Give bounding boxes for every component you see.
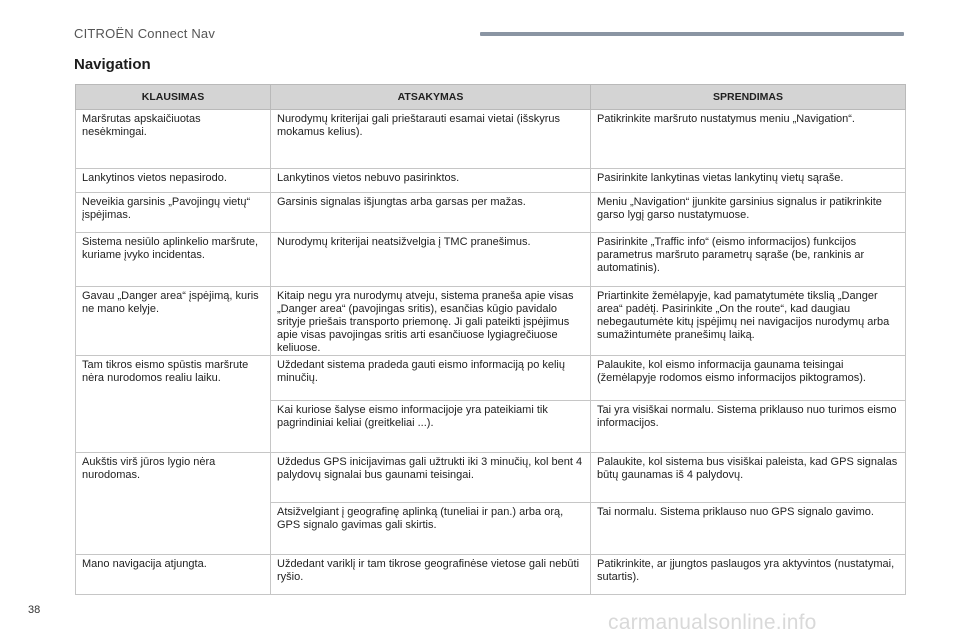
- table-header-row: [76, 85, 906, 110]
- question-cell: Gavau „Danger area“ įspėjimą, kuris ne mano kelyje.: [76, 287, 271, 356]
- table-row: [76, 110, 906, 169]
- table-row: [76, 169, 906, 193]
- column-header-question: KLAUSIMAS: [76, 85, 271, 110]
- question-cell: [76, 401, 271, 453]
- page-number: 38: [28, 604, 41, 616]
- answer-cell: Atsižvelgiant į geografinę aplinką (tuneliai ir pan.) arba orą, GPS signalo gavimas gali skirtis.: [271, 503, 591, 555]
- answer-cell: Lankytinos vietos nebuvo pasirinktos.: [271, 169, 591, 193]
- question-cell: Neveikia garsinis „Pavojingų vietų“ įspėjimas.: [76, 193, 271, 233]
- solution-cell: Meniu „Navigation“ įjunkite garsinius signalus ir patikrinkite garso lygį garso nustatymuose.: [591, 193, 906, 233]
- answer-cell: Kitaip negu yra nurodymų atveju, sistema praneša apie visas „Danger area“ (pavojingas sritis), esančias kūgio pavidalo srityje priešais transporto priemonę. Ji gali pateikti įspėjimus apie visas pavojingas sritis arti esančiuose lygiagrečiuose keliuose.: [271, 287, 591, 356]
- solution-cell: Priartinkite žemėlapyje, kad pamatytumėte tikslią „Danger area“ padėtį. Pasirinkite „On the route“, kad daugiau nebegautumėte kitų įspėjimų nei navigacijos nurodymų arba sumažintumėte pranešimų laiką.: [591, 287, 906, 356]
- section-title: Navigation: [74, 56, 151, 73]
- answer-cell: Garsinis signalas išjungtas arba garsas per mažas.: [271, 193, 591, 233]
- table-row: [76, 503, 906, 555]
- watermark-text: carmanualsonline.info: [608, 611, 817, 634]
- question-cell: Mano navigacija atjungta.: [76, 555, 271, 595]
- table-row: [76, 356, 906, 401]
- column-header-solution: SPRENDIMAS: [591, 85, 906, 110]
- solution-cell: Palaukite, kol eismo informacija gaunama teisingai (žemėlapyje rodomos eismo informacijos piktogramos).: [591, 356, 906, 401]
- table-row: [76, 401, 906, 453]
- header-title: CITROËN Connect Nav: [74, 26, 216, 41]
- table-row: [76, 555, 906, 595]
- column-header-answer: ATSAKYMAS: [271, 85, 591, 110]
- answer-cell: Uždedus GPS inicijavimas gali užtrukti iki 3 minučių, kol bent 4 palydovų signalai bus gaunami teisingai.: [271, 453, 591, 503]
- solution-cell: Tai yra visiškai normalu. Sistema priklauso nuo turimos eismo informacijos.: [591, 401, 906, 453]
- solution-cell: Tai normalu. Sistema priklauso nuo GPS signalo gavimo.: [591, 503, 906, 555]
- troubleshooting-table: [75, 84, 906, 595]
- answer-cell: Uždedant variklį ir tam tikrose geografinėse vietose gali nebūti ryšio.: [271, 555, 591, 595]
- header-divider: [480, 32, 904, 36]
- answer-cell: Nurodymų kriterijai gali prieštarauti esamai vietai (išskyrus mokamus kelius).: [271, 110, 591, 169]
- question-cell: Aukštis virš jūros lygio nėra nurodomas.: [76, 453, 271, 503]
- table-row: [76, 453, 906, 503]
- question-cell: Maršrutas apskaičiuotas nesėkmingai.: [76, 110, 271, 169]
- solution-cell: Palaukite, kol sistema bus visiškai paleista, kad GPS signalas būtų gaunamas iš 4 palydovų.: [591, 453, 906, 503]
- question-cell: Tam tikros eismo spūstis maršrute nėra nurodomos realiu laiku.: [76, 356, 271, 401]
- question-cell: Lankytinos vietos nepasirodo.: [76, 169, 271, 193]
- question-cell: [76, 503, 271, 555]
- table-row: [76, 233, 906, 287]
- answer-cell: Uždedant sistema pradeda gauti eismo informaciją po kelių minučių.: [271, 356, 591, 401]
- solution-cell: Patikrinkite maršruto nustatymus meniu „Navigation“.: [591, 110, 906, 169]
- solution-cell: Pasirinkite „Traffic info“ (eismo informacijos) funkcijos parametrus maršruto parametrų sąraše (be, rankinis ar automatinis).: [591, 233, 906, 287]
- solution-cell: Patikrinkite, ar įjungtos paslaugos yra aktyvintos (nustatymai, sutartis).: [591, 555, 906, 595]
- question-cell: Sistema nesiūlo aplinkelio maršrute, kuriame įvyko incidentas.: [76, 233, 271, 287]
- answer-cell: Nurodymų kriterijai neatsižvelgia į TMC pranešimus.: [271, 233, 591, 287]
- answer-cell: Kai kuriose šalyse eismo informacijoje yra pateikiami tik pagrindiniai keliai (greitkeliai ...).: [271, 401, 591, 453]
- table-row: [76, 193, 906, 233]
- solution-cell: Pasirinkite lankytinas vietas lankytinų vietų sąraše.: [591, 169, 906, 193]
- table-row: [76, 287, 906, 356]
